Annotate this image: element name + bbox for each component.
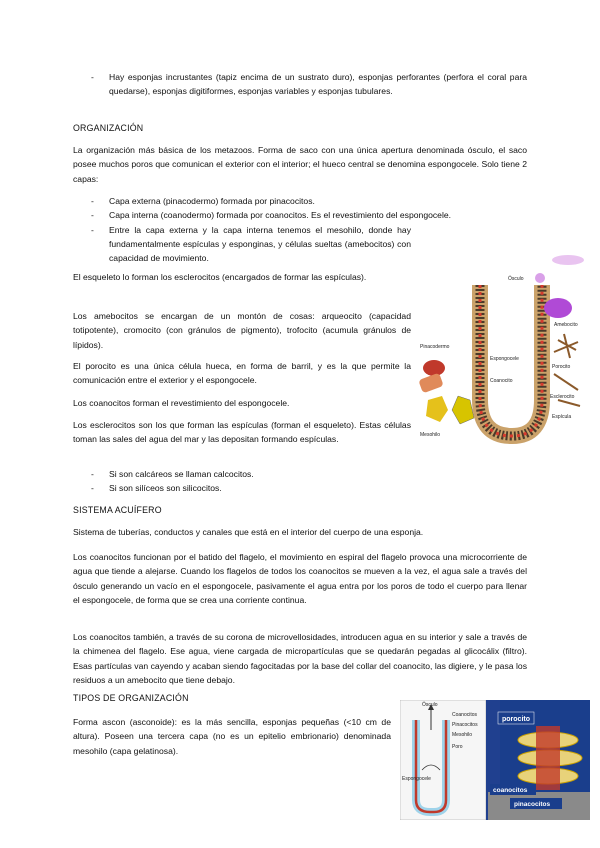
ascon-paragraph: Forma ascon (asconoide): es la más sencilla, esponjas pequeñas (<10 cm de altura). Poseen una tercera capa (no es un epitelio embrionario) denominada mesohilo (capa gelatinosa).: [73, 717, 391, 756]
red-cell: [423, 360, 445, 376]
ascon-label-osculo: Ósculo: [422, 702, 438, 708]
label-osculo: Ósculo: [508, 276, 524, 282]
heading-tipos-organizacion: TIPOS DE ORGANIZACIÓN: [73, 693, 189, 703]
spicule-1: [554, 374, 578, 390]
ascon-label-mesohilo: Mesohilo: [452, 732, 473, 738]
label-amebocito: Amebocito: [554, 322, 578, 328]
pink-cell: [535, 273, 545, 283]
spicule-triaxon: [554, 334, 578, 358]
label-pinacodermo: Pinacodermo: [420, 344, 450, 350]
label-coanocito: Coanocito: [490, 378, 513, 384]
sponge-cells-figure: [418, 250, 590, 450]
purple-cell: [544, 298, 572, 318]
porocito-paragraph: El porocito es una única célula hueca, en forma de barril, y es la que permite la comunicación entre el exterior y el espongocele.: [73, 361, 411, 386]
label-espicula: Espícula: [552, 414, 572, 420]
calcocitos-item: - Si son calcáreos se llaman calcocitos.: [89, 467, 409, 481]
label-esclerocito: Esclerocito: [550, 394, 575, 400]
heading-organizacion: ORGANIZACIÓN: [73, 123, 144, 133]
photo-red-cells: [536, 726, 560, 790]
orange-cell: [418, 373, 443, 394]
label-mesohilo: Mesohilo: [420, 432, 441, 438]
capa-externa-item: - Capa externa (pinacodermo) formada por pinacocitos.: [89, 194, 527, 208]
intro-bullet: - Hay esponjas incrustantes (tapiz encima de un sustrato duro), esponjas perforantes (perfora el coral para quedarse), esponjas digitiformes, esponjas variables y esponjas tubulares.: [89, 70, 527, 99]
coanocitos-tag-text: coanocitos: [493, 787, 528, 794]
top-cells: [552, 255, 584, 265]
acuifero-paragraph-3: Los coanocitos también, a través de su corona de microvellosidades, introducen agua en su interior y sale a través de la chimenea del flagelo. Ese agua, viene cargada de micropartículas que se quedarán pegadas al glicocálix (filtro). Esas partículas van cayendo y acaban siendo fagocitadas por la base del collar del coanocito, las digiere, y le pasa los residuos a un amebocito que tiene debajo.: [73, 632, 527, 685]
spicule-2: [558, 400, 580, 406]
yellow-cell: [426, 396, 448, 422]
ascon-label-pinacocitos: Pinacocitos: [452, 722, 478, 728]
label-porocito: Porocito: [552, 364, 571, 370]
label-espongocele: Espongocele: [490, 356, 519, 362]
heading-sistema-acuifero: SISTEMA ACUÍFERO: [73, 505, 162, 515]
acuifero-paragraph-2: Los coanocitos funcionan por el batido del flagelo, el movimiento en espiral del flagelo provoca una microcorriente de agua que tiende a alejarse. Cuando los flagelos de todos los coanocitos se mueven a la vez, el agua sale a través del ósculo generando un vacío en el espongocele, pasivamente el agua entra por los poros de todo el cuerpo para llenar el espongocele, de forma que se crea una corriente continua.: [73, 552, 527, 605]
mesohilo-item: - Entre la capa externa y la capa interna tenemos el mesohilo, donde hay fundamentalmente espículas y esponginas, y células sueltas (amebocitos) con capacidad de movimiento.: [89, 223, 411, 266]
silicocitos-item: - Si son silíceos son silicocitos.: [89, 481, 409, 495]
pinacocitos-tag-text: pinacocitos: [514, 801, 551, 808]
capa-interna-item: - Capa interna (coanodermo) formada por coanocitos. Es el revestimiento del espongocele.: [89, 208, 527, 222]
amebocitos-paragraph: Los amebocitos se encargan de un montón de cosas: arqueocito (capacidad totipotente), cromocito (con gránulos de pigmento), trofocito (acumula gránulos de lípidos).: [73, 311, 411, 350]
organizacion-paragraph-1: La organización más básica de los metazoos. Forma de saco con una única apertura denominada ósculo, el saco posee muchos poros que comunican el exterior con el interior; el hueco central se denomina espongocele. Solo tiene 2 capas:: [73, 145, 527, 184]
porocito-tag-text: porocito: [502, 716, 530, 723]
esclerocitos-paragraph: Los esclerocitos son los que forman las espículas (forman el esqueleto). Estas células toman las sales del agua del mar y las depositan formando espículas.: [73, 420, 411, 445]
ascon-label-espongocele: Espongocele: [402, 776, 431, 782]
esqueleto-paragraph: El esqueleto lo forman los esclerocitos (encargados de formar las espículas).: [73, 272, 367, 282]
spiny-cell: [452, 396, 474, 424]
acuifero-paragraph-1: Sistema de tuberías, conductos y canales que está en el interior del cuerpo de una esponja.: [73, 527, 424, 537]
ascon-label-poro: Poro: [452, 744, 463, 750]
coanocitos-paragraph: Los coanocitos forman el revestimiento del espongocele.: [73, 398, 290, 408]
intro-list: [89, 70, 527, 99]
espiculas-list: [89, 467, 409, 496]
ascon-figure: [400, 700, 590, 820]
ascon-label-coanocitos: Coanocitos: [452, 712, 478, 718]
